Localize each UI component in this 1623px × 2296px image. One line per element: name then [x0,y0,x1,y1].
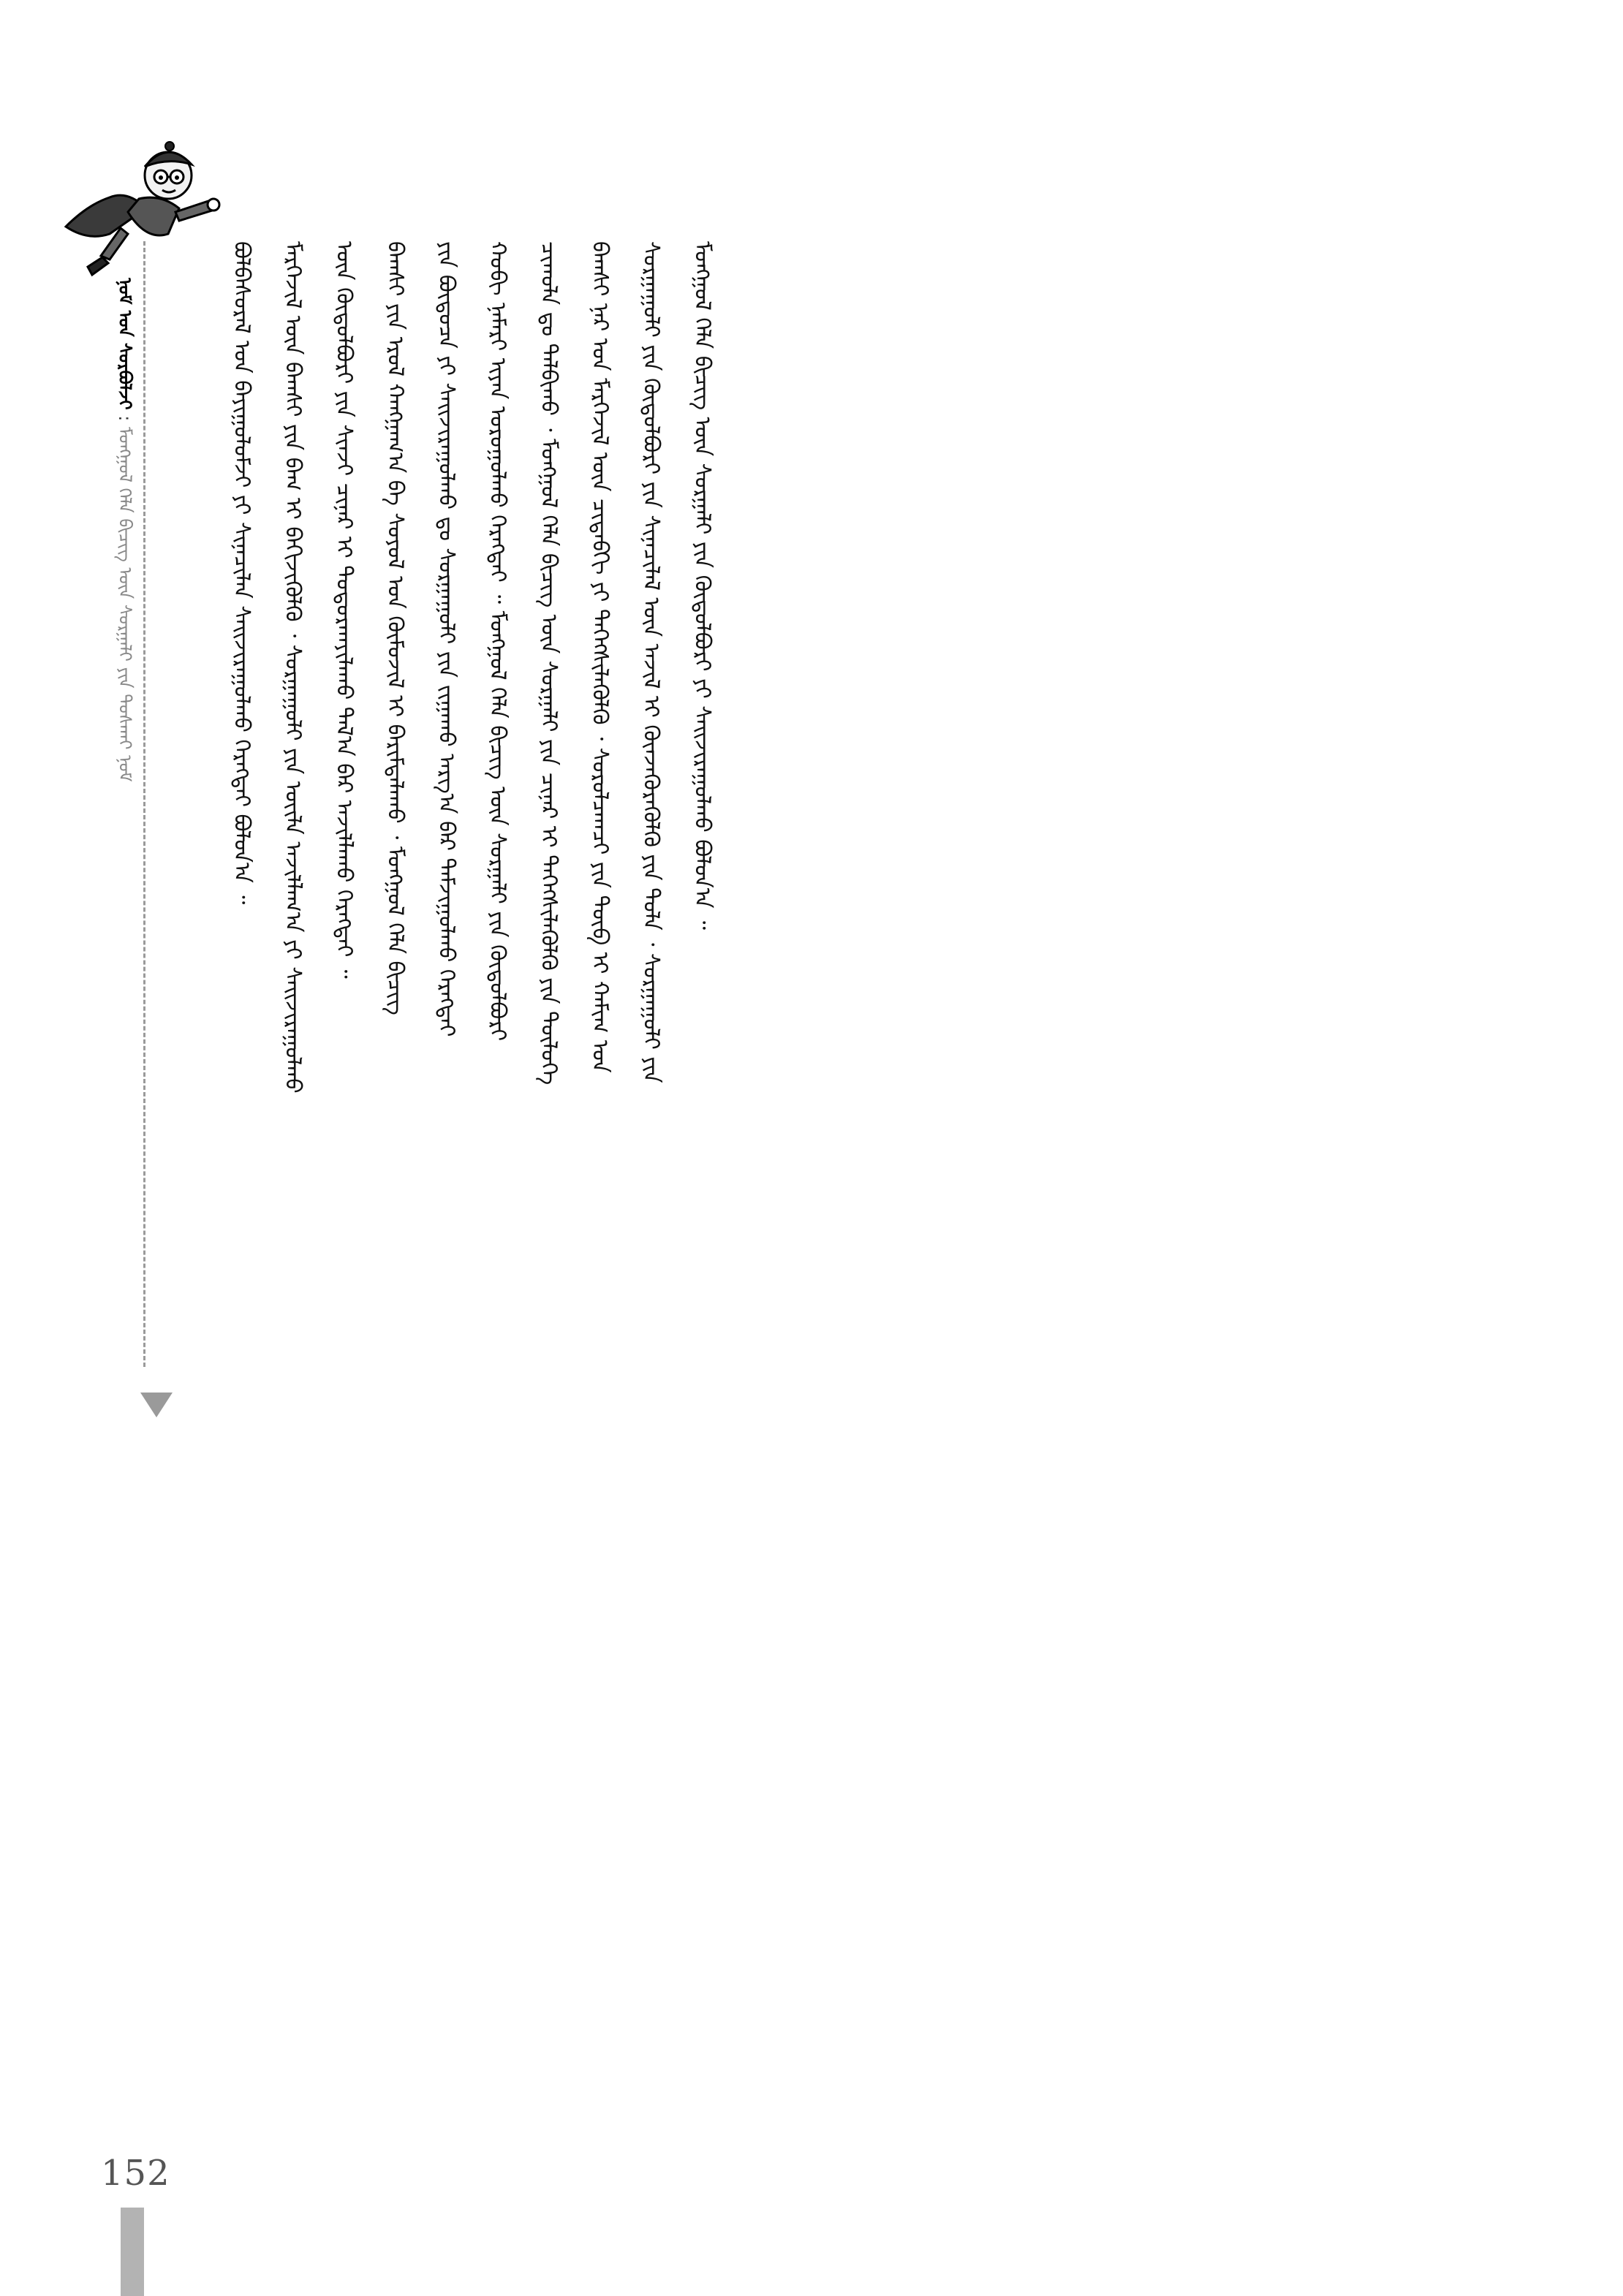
running-head-light: ᠮᠣᠩᠭᠣᠯ ᠬᠡᠯᠡ ᠪᠢᠴᠢᠭ ᠦᠨ ᠰᠤᠷᠭᠠᠯᠢ ᠶᠢᠨ ᠲᠤᠰᠬᠠᠢ ᠨᠣᠮ [115,426,135,782]
body-column-4: ᠴᠢᠬᠤᠯᠠ ᠳᠤ ᠲᠠᠯᠪᠢᠬᠤ ᠂ ᠮᠣᠩᠭᠣᠯ ᠬᠡᠯᠡ ᠪᠢᠴᠢᠭ ᠦᠨ ᠰᠤᠷᠭᠠᠯᠢ ᠶᠢᠨ ᠴᠢᠨᠠᠷ ᠢ ᠳᠡᠭᠡᠭᠰᠢᠯᠡᠭᠦᠯᠬᠦ ᠶᠢᠨ ᠲᠥᠯᠦᠭᠡ [536,241,561,1086]
body-column-6: ᠶᠢᠨ ᠪᠦᠲᠦᠴᠡ ᠶᠢ ᠰᠠᠢᠵᠢᠷᠠᠭᠤᠯᠬᠤ ᠳᠤ ᠰᠤᠷᠭᠠᠭᠤᠯᠢ ᠶᠢᠨ ᠵᠢᠭᠠᠬᠤ ᠠᠷᠭ᠎ᠠ ᠪᠠᠷ ᠳᠠᠮᠵᠢᠭᠤᠯᠬᠤ ᠬᠡᠷᠡᠭᠲᠡᠢ [434,241,459,1037]
running-head: ᠨᠣᠮ ᠤᠨ ᠰᠤᠷᠪᠤᠯᠵᠢ : ᠮᠣᠩᠭᠣᠯ ᠬᠡᠯᠡ ᠪᠢᠴᠢᠭ ᠦᠨ ᠰᠤᠷᠭᠠᠯᠢ ᠶᠢᠨ ᠲᠤᠰᠬᠠᠢ ᠨᠣᠮ [115,278,135,782]
page-side-tab [121,2208,144,2296]
page-number: 152 [101,2153,170,2194]
body-column-10: ᠪᠣᠯᠪᠠᠰᠤᠷᠠᠯ ᠤᠨ ᠪᠠᠶᠢᠭᠤᠯᠤᠮᠵᠢ ᠶᠢ ᠰᠢᠨᠡᠴᠢᠯᠡᠨ ᠰᠠᠢᠵᠢᠷᠠᠭᠤᠯᠬᠤ ᠬᠡᠷᠡᠭᠲᠡᠢ ᠪᠣᠯᠤᠨ᠎ᠠ ᠃ [229,241,254,905]
body-column-7: ᠪᠠᠭᠰᠢ ᠶᠢᠨ ᠡᠷᠦᠯ ᠬᠠᠩᠭᠠᠭ᠎ᠠ ᠪᠠ ᠰᠣᠶᠣᠯ ᠤᠨ ᠬᠦᠮᠦᠵᠢᠯ ᠢ ᠪᠠᠷᠢᠮᠲᠠᠯᠠᠬᠤ ᠂ ᠮᠣᠩᠭᠣᠯ ᠬᠡᠯᠡ ᠪᠢᠴᠢᠭ [382,241,408,1015]
body-column-9: ᠮᠡᠷᠭᠡᠵᠢᠯ ᠦᠨ ᠪᠠᠭᠰᠢ ᠶᠢᠨ ᠪᠠᠭ ᠢ ᠪᠡᠬᠢᠵᠢᠭᠦᠯᠬᠦ ᠂ ᠰᠤᠷᠭᠠᠭᠤᠯᠢ ᠶᠢᠨ ᠦᠢᠯᠡ ᠠᠵᠢᠯᠯᠠᠭ᠎ᠠ ᠶᠢ ᠰᠠᠢᠵᠢᠷᠠᠭᠤᠯᠬᠤ [280,241,306,1094]
mascot-illustration [58,132,227,285]
body-column-3: ᠪᠠᠭᠰᠢ ᠨᠠᠷ ᠤᠨ ᠮᠡᠷᠭᠡᠵᠢᠯ ᠦᠨ ᠴᠢᠳᠠᠪᠬᠢ ᠶᠢ ᠳᠡᠭᠡᠭᠰᠢᠯᠡᠭᠦᠯᠬᠦ ᠂ ᠰᠤᠷᠤᠯᠴᠠᠭᠴᠢ ᠶᠢᠨ ᠲᠥᠪ ᠢ ᠬᠠᠮᠢᠭ ᠤᠨ [587,241,613,1073]
body-column-1: ᠮᠣᠩᠭᠣᠯ ᠬᠡᠯᠡ ᠪᠢᠴᠢᠭ ᠦᠨ ᠰᠤᠷᠭᠠᠯᠢ ᠶᠢᠨ ᠬᠥᠲᠦᠯᠪᠦᠷᠢ ᠶᠢ ᠰᠠᠢᠵᠢᠷᠠᠭᠤᠯᠬᠤ ᠪᠣᠯᠤᠨ᠎ᠠ ᠃ [689,241,715,930]
body-column-2: ᠰᠤᠷᠭᠠᠭᠤᠯᠢ ᠶᠢᠨ ᠬᠥᠲᠦᠯᠪᠦᠷᠢ ᠶᠢᠨ ᠰᠢᠨᠡᠴᠢᠯᠡᠯ ᠦᠨ ᠠᠵᠢᠯ ᠢ ᠭᠦᠨᠵᠡᠭᠦᠷᠡᠭᠦᠯᠬᠦ ᠶᠢᠨ ᠲᠤᠯᠠ ᠂ ᠰᠤᠷᠭᠠᠭᠤᠯᠢ ᠶᠢᠨ [638,241,664,1083]
running-head-dashed-line [143,241,145,1367]
body-column-5: ᠬᠤᠪᠢ ᠨᠡᠮᠡᠷᠢ ᠢᠶᠡᠨ ᠣᠷᠤᠭᠤᠯᠬᠤ ᠬᠡᠷᠡᠭᠲᠡᠢ ᠃ ᠮᠣᠩᠭᠣᠯ ᠬᠡᠯᠡ ᠪᠢᠴᠢᠭ ᠦᠨ ᠰᠤᠷᠭᠠᠯᠢ ᠶᠢᠨ ᠬᠥᠲᠦᠯᠪᠦᠷᠢ [485,241,510,1042]
running-head-strong: ᠨᠣᠮ ᠤᠨ ᠰᠤᠷᠪᠤᠯᠵᠢ [115,278,135,410]
triangle-arrow-icon [140,1393,173,1417]
body-column-8: ᠦᠨ ᠬᠥᠲᠦᠯᠪᠦᠷᠢ ᠶᠢᠨ ᠰᠢᠨᠵᠢ ᠴᠢᠨᠠᠷ ᠢ ᠲᠣᠳᠤᠷᠬᠠᠶᠢᠯᠠᠬᠤ ᠲᠠᠯ᠎ᠠ ᠪᠠᠷ ᠠᠵᠢᠯᠯᠠᠬᠤ ᠬᠡᠷᠡᠭᠲᠡᠢ ᠃ [331,241,357,979]
